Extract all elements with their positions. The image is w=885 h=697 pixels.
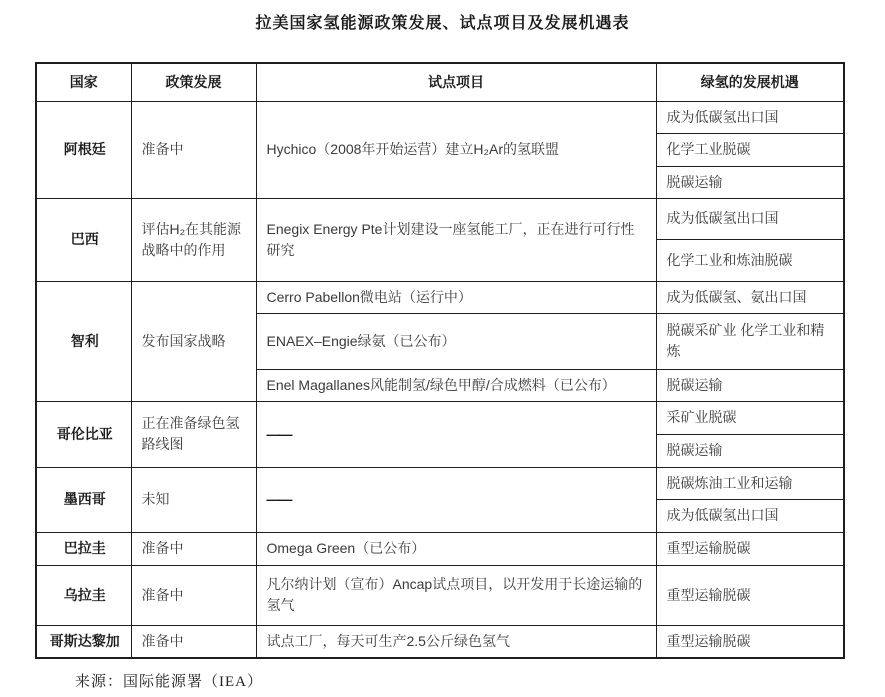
pilot-chile-1: Cerro Pabellon微电站（运行中） xyxy=(256,281,656,313)
country-paraguay: 巴拉圭 xyxy=(36,532,131,565)
page-title: 拉美国家氢能源政策发展、试点项目及发展机遇表 xyxy=(255,15,630,32)
country-brazil: 巴西 xyxy=(36,198,131,281)
opportunity-cell: 重型运输脱碳 xyxy=(656,625,844,658)
table-row xyxy=(36,101,844,133)
table-row xyxy=(36,281,844,313)
policy-brazil: 评估H₂在其能源战略中的作用 xyxy=(131,198,256,281)
country-uruguay: 乌拉圭 xyxy=(36,565,131,625)
country-argentina: 阿根廷 xyxy=(36,101,131,198)
opportunity-cell: 成为低碳氢、氨出口国 xyxy=(656,281,844,313)
source-note: 来源：国际能源署（IEA） xyxy=(75,674,263,690)
policy-argentina: 准备中 xyxy=(131,101,256,198)
policy-uruguay: 准备中 xyxy=(131,565,256,625)
pilot-chile-3: Enel Magallanes风能制氢/绿色甲醇/合成燃料（已公布） xyxy=(256,369,656,401)
header-opportunity: 绿氢的发展机遇 xyxy=(656,63,844,101)
opportunity-cell: 脱碳运输 xyxy=(656,369,844,401)
pilot-paraguay: Omega Green（已公布） xyxy=(256,532,656,565)
policy-costa-rica: 准备中 xyxy=(131,625,256,658)
opportunity-cell: 成为低碳氢出口国 xyxy=(656,499,844,532)
pilot-colombia-empty-dash: —— xyxy=(256,401,656,467)
opportunity-cell: 脱碳采矿业 化学工业和精炼 xyxy=(656,313,844,369)
pilot-brazil: Enegix Energy Pte计划建设一座氢能工厂，正在进行可行性研究 xyxy=(256,198,656,281)
header-country: 国家 xyxy=(36,63,131,101)
header-policy: 政策发展 xyxy=(131,63,256,101)
hydrogen-policy-table xyxy=(35,62,845,659)
opportunity-cell: 成为低碳氢出口国 xyxy=(656,198,844,239)
opportunity-cell: 重型运输脱碳 xyxy=(656,565,844,625)
country-colombia: 哥伦比亚 xyxy=(36,401,131,467)
table-row xyxy=(36,401,844,434)
policy-colombia: 正在准备绿色氢路线图 xyxy=(131,401,256,467)
opportunity-cell: 化学工业和炼油脱碳 xyxy=(656,239,844,281)
opportunity-cell: 脱碳炼油工业和运输 xyxy=(656,467,844,499)
pilot-costa-rica: 试点工厂，每天可生产2.5公斤绿色氢气 xyxy=(256,625,656,658)
table-row xyxy=(36,467,844,499)
opportunity-cell: 脱碳运输 xyxy=(656,434,844,467)
policy-chile: 发布国家战略 xyxy=(131,281,256,401)
country-costa-rica: 哥斯达黎加 xyxy=(36,625,131,658)
opportunity-cell: 成为低碳氢出口国 xyxy=(656,101,844,133)
pilot-argentina: Hychico（2008年开始运营）建立H₂Ar的氢联盟 xyxy=(256,101,656,198)
pilot-mexico-empty-dash: —— xyxy=(256,467,656,532)
country-chile: 智利 xyxy=(36,281,131,401)
table-row xyxy=(36,198,844,239)
country-mexico: 墨西哥 xyxy=(36,467,131,532)
table-row xyxy=(36,565,844,625)
opportunity-cell: 采矿业脱碳 xyxy=(656,401,844,434)
table-header-row xyxy=(36,63,844,101)
header-pilot: 试点项目 xyxy=(256,63,656,101)
opportunity-cell: 化学工业脱碳 xyxy=(656,133,844,166)
pilot-uruguay: 凡尔纳计划（宣布）Ancap试点项目，以开发用于长途运输的氢气 xyxy=(256,565,656,625)
table-row xyxy=(36,532,844,565)
table-row xyxy=(36,625,844,658)
pilot-chile-2: ENAEX–Engie绿氨（已公布） xyxy=(256,313,656,369)
policy-paraguay: 准备中 xyxy=(131,532,256,565)
opportunity-cell: 脱碳运输 xyxy=(656,166,844,198)
opportunity-cell: 重型运输脱碳 xyxy=(656,532,844,565)
policy-mexico: 未知 xyxy=(131,467,256,532)
